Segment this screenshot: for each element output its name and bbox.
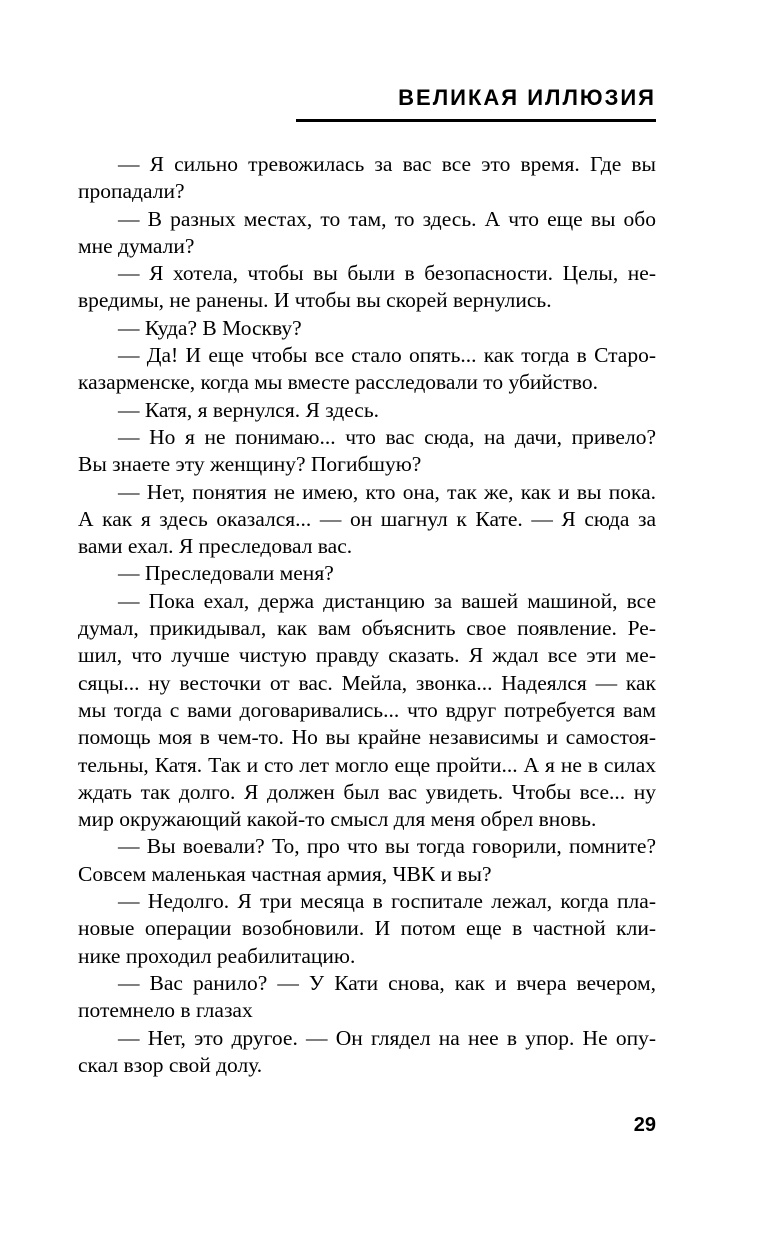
text-line: ждать так долго. Я должен был вас увидеть. Чтобы все... ну — [78, 779, 656, 804]
text-line: — Вы воевали? То, про что вы тогда говорили, помните? — [118, 834, 656, 859]
text-line: вами ехал. Я преследовал вас. — [78, 534, 353, 559]
text-line: — Да! И еще чтобы все стало опять... как тогда в Старо- — [118, 343, 656, 368]
text-line: сяцы... ну весточки от вас. Мейла, звонка... Надеялся — как — [78, 670, 656, 695]
text-line: вредимы, не ранены. И чтобы вы скорей вернулись. — [78, 288, 552, 313]
text-line: мне думали? — [78, 233, 195, 258]
text-line: — Нет, это другое. — Он глядел на нее в упор. Не опу- — [118, 1025, 656, 1050]
text-line: — Преследовали меня? — [118, 561, 334, 586]
text-line: скал взор свой долу. — [78, 1052, 263, 1077]
text-line: — В разных местах, то там, то здесь. А что еще вы обо — [118, 206, 656, 231]
text-line: думал, прикидывал, как вам объяснить свое появление. Ре- — [78, 616, 656, 641]
paragraph — [78, 588, 656, 834]
body-text — [78, 151, 656, 1079]
paragraph — [78, 1025, 656, 1080]
paragraph — [78, 560, 656, 587]
text-line: мы тогда с вами договаривались... что вдруг потребуется вам — [78, 697, 656, 722]
paragraph — [78, 424, 656, 479]
text-line: помощь моя в чем-то. Но вы крайне независимы и самостоя- — [78, 725, 656, 750]
text-line: — Куда? В Москву? — [118, 315, 302, 340]
text-line: — Нет, понятия не имею, кто она, так же, как и вы пока. — [118, 479, 656, 504]
text-line: Вы знаете эту женщину? Погибшую? — [78, 452, 422, 477]
running-head: ВЕЛИКАЯ ИЛЛЮЗИЯ — [398, 85, 656, 110]
paragraph — [78, 970, 656, 1025]
text-line: — Катя, я вернулся. Я здесь. — [118, 397, 380, 422]
paragraph — [78, 260, 656, 315]
text-line: — Пока ехал, держа дистанцию за вашей машиной, все — [118, 588, 656, 613]
text-line: мир окружающий какой-то смысл для меня обрел вновь. — [78, 807, 597, 832]
text-line: казарменске, когда мы вместе расследовали то убийство. — [78, 370, 598, 395]
text-line: — Я сильно тревожилась за вас все это время. Где вы — [118, 152, 656, 176]
paragraph — [78, 206, 656, 261]
paragraph — [78, 479, 656, 561]
text-line: пропадали? — [78, 179, 185, 204]
text-line: новые операции возобновили. И потом еще в частной кли- — [78, 916, 656, 941]
text-line: — Но я не понимаю... что вас сюда, на дачи, привело? — [118, 424, 656, 449]
text-line: шил, что лучше чистую правду сказать. Я ждал все эти ме- — [78, 643, 656, 668]
text-line: нике проходил реабилитацию. — [78, 943, 356, 968]
page-number: 29 — [633, 1114, 656, 1136]
paragraph — [78, 888, 656, 970]
text-line: потемнело в глазах — [78, 998, 253, 1023]
running-head-rule — [296, 119, 656, 122]
text-line: А как я здесь оказался... — он шагнул к Кате. — Я сюда за — [78, 506, 656, 531]
paragraph — [78, 342, 656, 397]
paragraph — [78, 397, 656, 424]
paragraph — [78, 315, 656, 342]
text-line: тельны, Катя. Так и сто лет могло еще пройти... А я не в силах — [78, 752, 656, 777]
paragraph — [78, 833, 656, 888]
paragraph — [78, 151, 656, 206]
text-line: — Вас ранило? — У Кати снова, как и вчера вечером, — [118, 970, 656, 995]
text-line: — Я хотела, чтобы вы были в безопасности. Целы, не- — [118, 261, 656, 286]
text-line: Совсем маленькая частная армия, ЧВК и вы? — [78, 861, 492, 886]
text-line: — Недолго. Я три месяца в госпитале лежал, когда пла- — [118, 889, 656, 914]
